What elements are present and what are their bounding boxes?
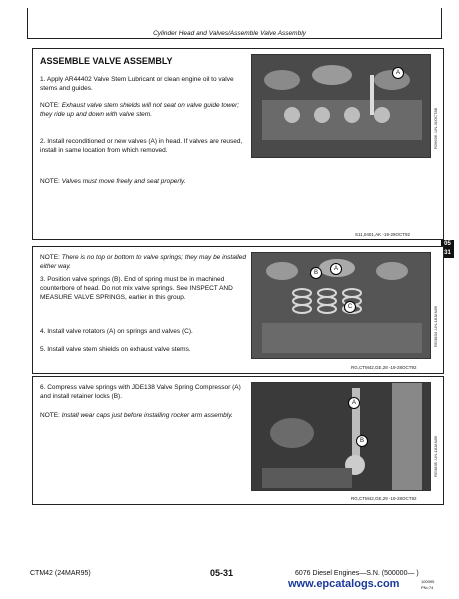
photo-spring-compressor — [251, 382, 431, 491]
callout-a: A — [348, 397, 360, 409]
section-ref: RG,CTM42,GE,29 -19-28OCT92 — [351, 496, 417, 501]
step-5: 5. Install valve stem shields on exhaust valve stems. — [40, 346, 191, 353]
note-label: NOTE: — [40, 412, 60, 419]
photo-id-date: -UN-31OCT88 — [433, 108, 438, 134]
note-label: NOTE: — [40, 178, 60, 185]
photo-id — [433, 306, 438, 347]
note-text: Install wear caps just before installing rocker arm assembly. — [61, 412, 233, 419]
step-2: 2. Install reconditioned or new valves (A) in head. If valves are reused, install in same location from which removed. — [40, 138, 243, 154]
callout-b: B — [310, 267, 322, 279]
step-3: 3. Position valve springs (B). End of spring must be in machined counterbore of head. Do not mix valve springs. See INSPECT AND MEASURE VALVE SPRINGS, earlier in this group. — [40, 276, 233, 301]
compressor-illustration — [252, 383, 430, 490]
section-ref: S11,0401,AK -19-28OCT92 — [355, 232, 410, 237]
photo-valve-springs — [251, 252, 431, 359]
section-compress-springs — [32, 376, 444, 505]
section-title: ASSEMBLE VALVE ASSEMBLY — [40, 56, 173, 66]
section-valve-springs — [32, 246, 444, 374]
photo-id-number: R26636 — [433, 134, 438, 149]
note-label: NOTE: — [40, 254, 60, 261]
note-text: Exhaust valve stem shields will not seat on valve guide tower; they ride up and down with valve stem. — [40, 102, 240, 118]
note-2 — [40, 177, 250, 186]
footer-page-number: 05-31 — [210, 568, 234, 578]
footer-right: 6076 Diesel Engines—S.N. (500000— ) — [295, 570, 419, 577]
photo-id-number: RG3835 — [433, 462, 438, 477]
note-text: Valves must move freely and seat properly. — [61, 178, 186, 185]
watermark: www.epcatalogs.com — [288, 578, 400, 590]
callout-a: A — [392, 67, 404, 79]
tab-top: 05 — [444, 241, 451, 247]
note-label: NOTE: — [40, 102, 60, 109]
photo-id-date: -UN-18JAN89 — [433, 306, 438, 331]
footer-pn: PN=74 — [421, 585, 434, 590]
note-1 — [40, 101, 250, 119]
step-1: 1. Apply AR44402 Valve Stem Lubricant or clean engine oil to valve stems and guides. — [40, 76, 234, 92]
photo-id — [433, 108, 438, 149]
note-text: There is no top or bottom to valve springs; they may be installed either way. — [40, 254, 246, 270]
photo-id-date: -UN-18JAN89 — [433, 436, 438, 461]
footer-left: CTM42 (24MAR95) — [30, 570, 91, 577]
tab-bottom: 31 — [444, 250, 451, 256]
callout-a: A — [330, 263, 342, 275]
step-4: 4. Install valve rotators (A) on springs and valves (C). — [40, 328, 193, 335]
step-6: 6. Compress valve springs with JDE138 Valve Spring Compressor (A) and install retainer locks (B). — [40, 384, 241, 400]
photo-id — [433, 436, 438, 477]
photo-valves-in-head — [251, 54, 431, 158]
footer-small-date: 100395 — [421, 579, 435, 584]
section-assemble-valve — [32, 48, 444, 240]
note-wear-caps — [40, 411, 250, 420]
callout-b: B — [356, 435, 368, 447]
page-header-title: Cylinder Head and Valves/Assemble Valve Assembly — [153, 30, 306, 37]
photo-id-number: RG3834 — [433, 332, 438, 347]
section-ref: RG,CTM42,GE,28 -19-28OCT92 — [351, 365, 417, 370]
note-springs — [40, 253, 250, 271]
callout-c: C — [344, 301, 356, 313]
